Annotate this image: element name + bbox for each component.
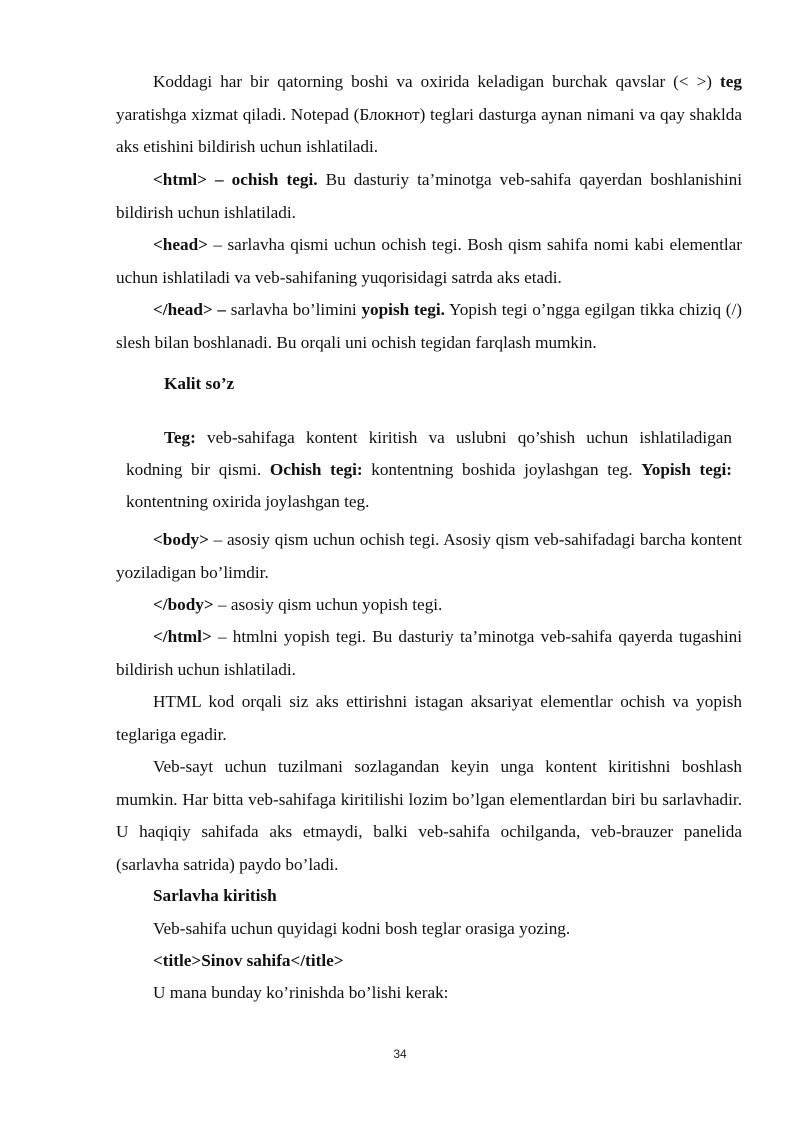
bold-term: Ochish tegi: bbox=[269, 460, 363, 479]
text-run: kontentning boshida joylashgan teg. bbox=[362, 460, 642, 479]
heading-text: Sarlavha kiritish bbox=[153, 886, 277, 905]
paragraph-head-close bbox=[116, 294, 742, 359]
paragraph-result-note: U mana bunday ko’rinishda bo’lishi kerak: bbox=[153, 983, 449, 1002]
paragraph-body-close bbox=[116, 589, 742, 622]
text-run: – asosiy qism uchun ochish tegi. Asosiy qism veb-sahifadagi barcha kontent yoziladigan bo’limdir. bbox=[116, 530, 742, 582]
code-text: <title>Sinov sahifa</title> bbox=[153, 951, 344, 970]
text-run: kontentning oxirida joylashgan teg. bbox=[126, 492, 370, 511]
section-heading bbox=[116, 880, 742, 913]
bold-term: <head> bbox=[153, 235, 208, 254]
keyword-definitions bbox=[126, 422, 732, 518]
text-run: Koddagi har bir qatorning boshi va oxirida keladigan burchak qavslar (< >) bbox=[153, 72, 721, 91]
text-run: – asosiy qism uchun yopish tegi. bbox=[213, 595, 443, 614]
keyword-box-title: Kalit so’z bbox=[164, 374, 235, 393]
text-run: Yopish tegi o’ngga egilgan tikka chiziq (/) slesh bilan boshlanadi. Bu orqali uni ochish tegidan farqlash mumkin. bbox=[116, 300, 742, 352]
bold-term: <html> – ochish tegi. bbox=[153, 170, 318, 189]
bold-term: yopish tegi. bbox=[361, 300, 445, 319]
text-run: veb-sahifaga kontent kiritish va uslubni qo’shish uchun ishlatiladigan kodning bir qismi. bbox=[126, 428, 732, 479]
paragraph-html-open bbox=[116, 164, 742, 229]
text-run: sarlavha bo’limini bbox=[226, 300, 362, 319]
text-run: yaratishga xizmat qiladi. Notepad (Блокнот) teglari dasturga aynan nimani va qay shaklda aks etishini bildirish uchun ishlatiladi. bbox=[116, 104, 742, 156]
bold-term: Teg: bbox=[164, 428, 196, 447]
bold-term: <body> bbox=[153, 530, 209, 549]
code-line bbox=[116, 945, 742, 978]
text-run: Bu dasturiy ta’minotga veb-sahifa qayerdan boshlanishini bildirish uchun ishlatiladi. bbox=[116, 170, 742, 222]
page-number: 34 bbox=[393, 1047, 407, 1061]
bold-term: </html> bbox=[153, 627, 212, 646]
bold-term: </body> bbox=[153, 595, 214, 614]
bold-term: </head> – bbox=[153, 300, 227, 319]
paragraph-head-open bbox=[116, 229, 742, 294]
paragraph-body-open bbox=[116, 524, 742, 589]
bold-term: Yopish tegi: bbox=[641, 460, 732, 479]
paragraph-tags-intro bbox=[116, 66, 742, 164]
paragraph-instruction: Veb-sahifa uchun quyidagi kodni bosh teglar orasiga yozing. bbox=[153, 919, 571, 938]
text-run: – sarlavha qismi uchun ochish tegi. Bosh qism sahifa nomi kabi elementlar uchun ishlatiladi va veb-sahifaning yuqorisidagi satrda aks etadi. bbox=[116, 235, 742, 287]
bold-term: teg bbox=[720, 72, 742, 91]
paragraph-html-close bbox=[116, 621, 742, 686]
paragraph-html-elements: HTML kod orqali siz aks ettirishni istagan aksariyat elementlar ochish va yopish teglariga egadir. bbox=[116, 692, 742, 744]
paragraph-website-structure: Veb-sayt uchun tuzilmani sozlagandan keyin unga kontent kiritishni boshlash mumkin. Har bitta veb-sahifaga kiritilishi lozim bo’lgan elementlardan biri bu sarlavhadir. U haqiqiy sahifada aks etmaydi, balki veb-sahifa ochilganda, veb-brauzer panelida (sarlavha satrida) paydo bo’ladi. bbox=[116, 757, 742, 874]
text-run: – htmlni yopish tegi. Bu dasturiy ta’minotga veb-sahifa qayerda tugashini bildirish uchun ishlatiladi. bbox=[116, 627, 742, 679]
